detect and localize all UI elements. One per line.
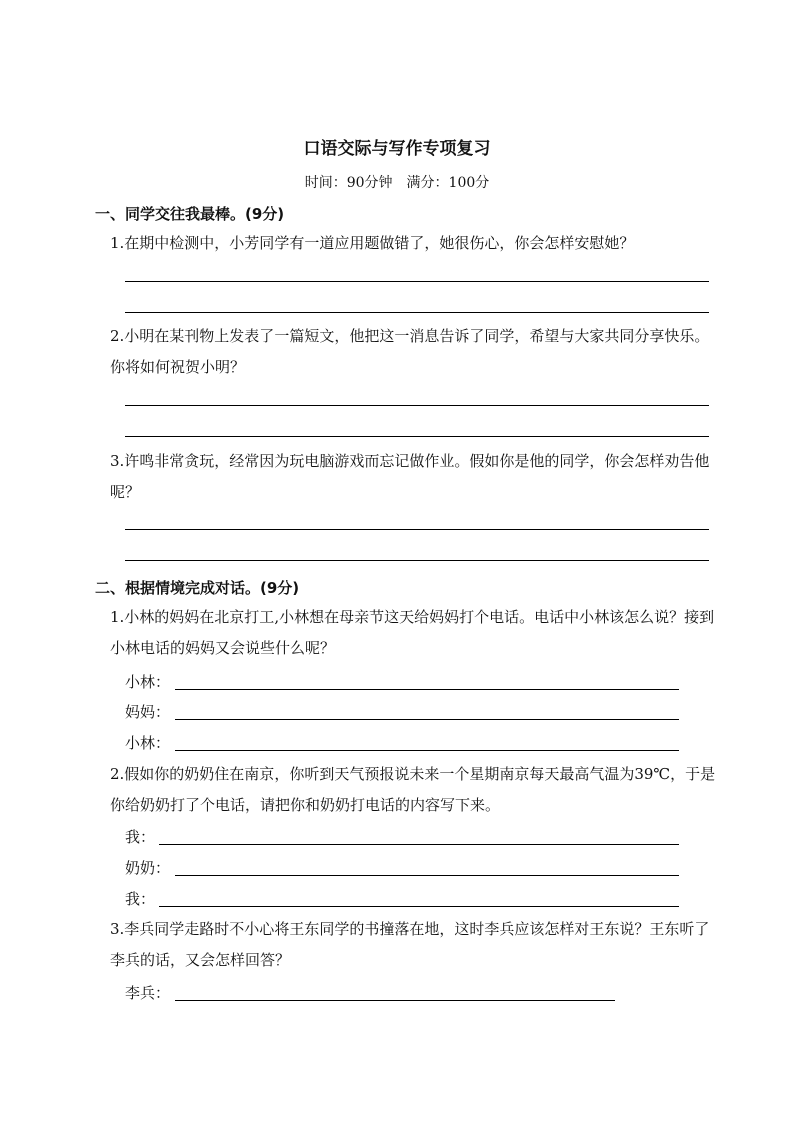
answer-line[interactable] <box>125 560 709 561</box>
answer-line[interactable] <box>125 436 709 437</box>
speaker-label: 奶奶： <box>125 859 171 877</box>
speaker-label: 李兵： <box>125 984 171 1002</box>
section-heading-2: 二、根据情境完成对话。(9分) <box>95 579 300 597</box>
question-2-3: 3.李兵同学走路时不小心将王东同学的书撞落在地，这时李兵应该怎样对王东说？王东听了李兵的话，又会怎样回答？ <box>110 920 710 969</box>
answer-underline[interactable] <box>175 1000 615 1001</box>
dialogue-line[interactable] <box>125 732 679 754</box>
answer-underline[interactable] <box>175 719 679 720</box>
dialogue-line[interactable] <box>125 671 679 693</box>
question-1-1: 1.在期中检测中，小芳同学有一道应用题做错了，她很伤心，你会怎样安慰她？ <box>110 234 635 252</box>
answer-underline[interactable] <box>159 906 679 907</box>
question-1-2: 2.小明在某刊物上发表了一篇短文，他把这一消息告诉了同学，希望与大家共同分享快乐。你将如何祝贺小明？ <box>110 327 710 376</box>
speaker-label: 妈妈： <box>125 703 171 721</box>
answer-line[interactable] <box>125 405 709 406</box>
answer-underline[interactable] <box>159 844 679 845</box>
section-heading-1: 一、同学交往我最棒。(9分) <box>95 205 285 223</box>
dialogue-line[interactable] <box>125 982 615 1004</box>
answer-line[interactable] <box>125 312 709 313</box>
answer-underline[interactable] <box>175 750 679 751</box>
page-subtitle: 时间：90分钟 满分：100分 <box>304 175 490 191</box>
dialogue-line[interactable] <box>125 826 679 848</box>
page-title: 口语交际与写作专项复习 <box>303 139 491 159</box>
dialogue-line[interactable] <box>125 701 679 723</box>
question-2-2: 2.假如你的奶奶住在南京，你听到天气预报说未来一个星期南京每天最高气温为39℃，于是你给奶奶打了个电话，请把你和奶奶打电话的内容写下来。 <box>110 765 716 814</box>
dialogue-line[interactable] <box>125 857 679 879</box>
answer-underline[interactable] <box>175 689 679 690</box>
speaker-label: 小林： <box>125 673 171 691</box>
answer-underline[interactable] <box>175 875 679 876</box>
speaker-label: 我： <box>125 890 156 908</box>
question-2-1: 1.小林的妈妈在北京打工,小林想在母亲节这天给妈妈打个电话。电话中小林该怎么说？接到小林电话的妈妈又会说些什么呢？ <box>110 608 715 657</box>
answer-line[interactable] <box>125 529 709 530</box>
answer-line[interactable] <box>125 281 709 282</box>
question-1-3: 3.许鸣非常贪玩，经常因为玩电脑游戏而忘记做作业。假如你是他的同学，你会怎样劝告他呢？ <box>110 452 710 501</box>
speaker-label: 我： <box>125 828 156 846</box>
speaker-label: 小林： <box>125 734 171 752</box>
dialogue-line[interactable] <box>125 888 679 910</box>
